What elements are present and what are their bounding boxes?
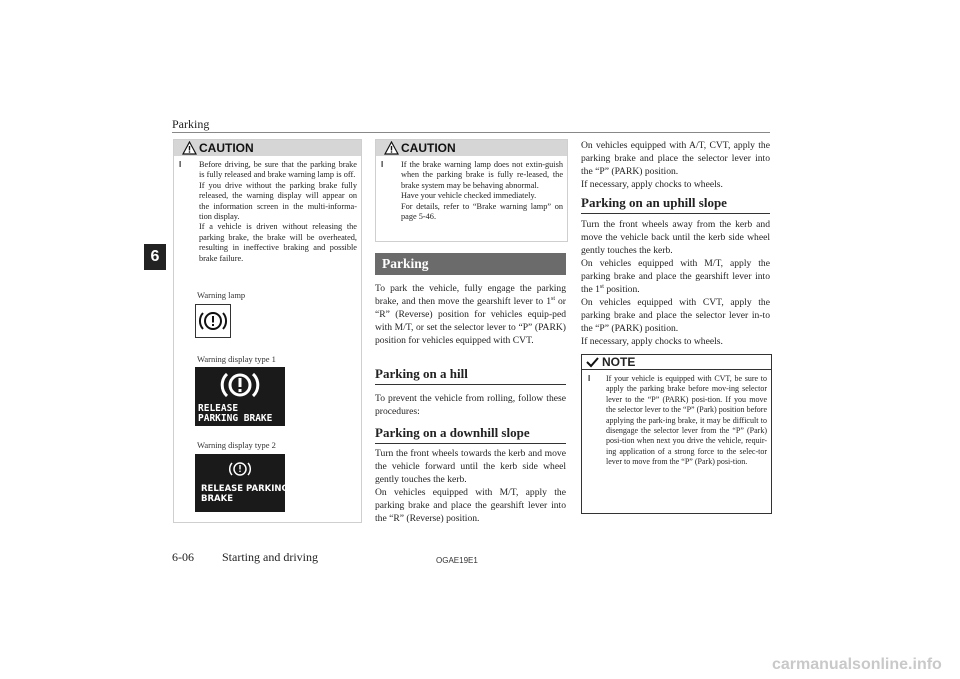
section-heading-parking: Parking (375, 253, 566, 275)
watermark: carmanualsonline.info (772, 656, 942, 673)
brake-warning-icon (227, 460, 253, 478)
display1-line1: RELEASE (198, 403, 239, 414)
display1-caption: Warning display type 1 (197, 354, 276, 364)
caution-line: Have your vehicle checked immediately. (401, 191, 537, 201)
parking-text-a: To park the vehicle, fully engage the parking brake, and then move the gearshift lever to 1 (375, 283, 566, 307)
footer-section-title: Starting and driving (222, 550, 318, 564)
brake-warning-lamp (195, 304, 231, 338)
warning-display-type-2 (195, 454, 289, 512)
caution-label: CAUTION (401, 141, 456, 155)
downhill-paragraph-3: On vehicles equipped with A/T, CVT, apply the parking brake and place the selector lever into the “P” (PARK) position. (581, 140, 770, 177)
warning-lamp-caption: Warning lamp (197, 290, 246, 300)
downhill-paragraph-4: If necessary, apply chocks to wheels. (581, 179, 723, 190)
downhill-text-col3 (581, 139, 770, 191)
note-check-icon (585, 356, 600, 368)
footer-document-code: OGAE19E1 (436, 556, 478, 565)
uphill-paragraph-2 (581, 257, 770, 296)
page-header-title: Parking (172, 117, 210, 131)
caution-bullet-1 (179, 160, 357, 264)
display2-line1: RELEASE PARKING (201, 484, 289, 494)
heading-downhill-slope: Parking on a downhill slope (375, 425, 566, 444)
downhill-text-col2 (375, 447, 566, 525)
note-bullet (588, 374, 767, 468)
heading-uphill-slope: Parking on an uphill slope (581, 195, 770, 214)
hill-paragraph: To prevent the vehicle from rolling, follow these procedures: (375, 393, 566, 417)
caution-line: If you drive without the parking brake fully released, the warning display will appear on the information screen in the multi-informa-tion display. (199, 180, 357, 222)
uphill-p2-b: position. (603, 284, 640, 295)
bullet-marker: l (179, 160, 182, 169)
warning-triangle-icon (182, 141, 197, 155)
bullet-marker: l (381, 160, 384, 169)
note-box (581, 354, 772, 514)
brake-warning-icon (215, 369, 265, 401)
warning-display-type-1 (195, 367, 285, 426)
uphill-p2-a: On vehicles equipped with M/T, apply the parking brake and place the gearshift lever into the 1 (581, 258, 770, 295)
caution-box-2 (375, 139, 568, 242)
caution-label: CAUTION (199, 141, 254, 155)
parking-text-b: or “R” (Reverse) position for vehicles equip-ped with M/T, or set the selector lever to “P” (PARK) position for vehicles equipped with CVT. (375, 296, 566, 346)
caution-header-1 (174, 140, 361, 156)
footer-page-number: 6-06 (172, 550, 194, 564)
heading-parking-on-hill: Parking on a hill (375, 366, 566, 385)
ordinal-suffix: st (551, 295, 556, 302)
display2-line2: BRAKE (201, 494, 233, 504)
uphill-paragraph-3: On vehicles equipped with CVT, apply the parking brake and place the selector lever in-to the “P” (PARK) position. (581, 297, 770, 334)
chapter-tab: 6 (144, 244, 166, 270)
note-header (582, 355, 771, 370)
parking-paragraph (375, 282, 566, 347)
uphill-text (581, 218, 770, 348)
ordinal-suffix: st (599, 283, 604, 290)
caution-line: If a vehicle is driven without releasing the parking brake, the brake will be overheated, resulting in ineffective braking and possible brake failure. (199, 222, 357, 263)
header-rule (172, 132, 770, 133)
uphill-paragraph-1: Turn the front wheels away from the kerb and move the vehicle back until the kerb side wheel gently touches the kerb. (581, 219, 770, 256)
brake-warning-icon (196, 305, 230, 337)
uphill-paragraph-4: If necessary, apply chocks to wheels. (581, 336, 723, 347)
note-label: NOTE (602, 355, 636, 369)
display2-caption: Warning display type 2 (197, 440, 276, 450)
caution-header-2 (376, 140, 567, 156)
display1-line2: PARKING BRAKE (198, 413, 273, 424)
downhill-paragraph-1: Turn the front wheels towards the kerb and move the vehicle forward until the kerb side wheel gently touches the kerb. (375, 448, 566, 485)
bullet-marker: l (588, 374, 591, 383)
caution-line: If the brake warning lamp does not extin-guish when the parking brake is fully re-leased, the brake system may be behaving abnormal. (401, 160, 563, 190)
note-text: If your vehicle is equipped with CVT, be sure to apply the parking brake before mov-ing selector lever to the “P” (PARK) posi-tion. If you move the selector lever to the “P” (Park) position before applying the park-ing brake, it may be difficult to disengage the selector lever from the “P” (Park) posi-tion when next you drive the vehicle, requir-ing application of a strong force to the selec-tor lever to move from the “P” (Park) posi-tion. (606, 374, 767, 467)
downhill-paragraph-2: On vehicles equipped with M/T, apply the parking brake and place the gearshift lever into the “R” (Reverse) position. (375, 487, 566, 524)
caution-bullet-2 (381, 160, 563, 222)
caution-line: Before driving, be sure that the parking brake is fully released and brake warning lamp is off. (199, 160, 357, 180)
caution-line: For details, refer to “Brake warning lamp” on page 5-46. (401, 201, 563, 222)
warning-triangle-icon (384, 141, 399, 155)
